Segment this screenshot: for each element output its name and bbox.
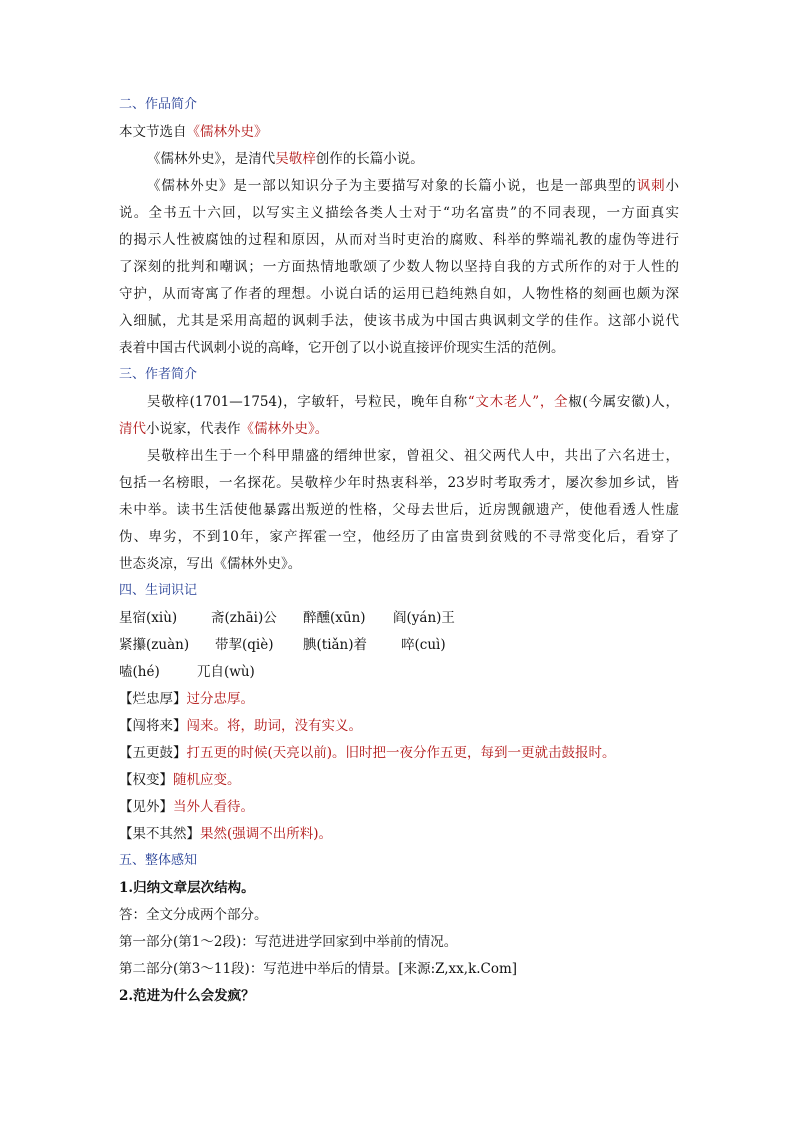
- definition-term: 【闯将来】: [119, 718, 187, 734]
- source-line: 本文节选自《儒林外史》: [119, 124, 268, 140]
- definition-term: 【见外】: [119, 799, 173, 815]
- definition-item: [119, 821, 332, 847]
- question-2: 2.范进为什么会发疯？: [119, 988, 255, 1004]
- author-p2-line-2: 包括一名榜眼，一名探花。吴敬梓少年时热衷科举，23岁时考取秀才，屡次参加乡试，皆: [119, 475, 679, 491]
- author-name: 吴敬梓: [275, 151, 316, 167]
- section-heading-overview: 五、整体感知: [119, 853, 198, 868]
- definition-text: 果然(强调不出所料)。: [200, 826, 333, 842]
- vocab-item: 带挈(qiè): [215, 637, 274, 653]
- vocab-item: 兀自(wù): [197, 664, 255, 680]
- section-heading-works: 二、作品简介: [119, 97, 198, 112]
- author-p2-line-5: 世态炎凉，写出《儒林外史》。: [119, 556, 302, 572]
- definition-term: 【烂忠厚】: [119, 691, 187, 707]
- works-p2-line-2: 说。全书五十六回，以写实主义描绘各类人士对于“功名富贵”的不同表现，一方面真实: [119, 205, 679, 221]
- works-paragraph-1: 《儒林外史》，是清代吴敬梓创作的长篇小说。: [147, 151, 424, 167]
- definition-term: 【五更鼓】: [119, 745, 187, 761]
- definition-item: [119, 686, 254, 712]
- section-heading-author: 三、作者简介: [119, 367, 198, 382]
- definition-item: [119, 740, 616, 766]
- definition-text: 过分忠厚。: [186, 691, 254, 707]
- part-1-line: 第一部分(第1～2段)：写范进进学回家到中举前的情况。: [119, 934, 458, 950]
- works-p2-line-6: 入细腻，尤其是采用高超的讽刺手法，使该书成为中国古典讽刺文学的佳作。这部小说代: [119, 313, 679, 329]
- vocab-item: 腆(tiǎn)着: [303, 637, 368, 653]
- definition-text: 当外人看待。: [173, 799, 254, 815]
- answer-1: 答：全文分成两个部分。: [119, 907, 268, 923]
- question-1: 1.归纳文章层次结构。: [119, 880, 255, 896]
- definition-item: [119, 713, 362, 739]
- vocab-item: 嗑(hé): [119, 664, 160, 680]
- vocab-item: 阎(yán)王: [393, 610, 455, 626]
- vocab-item: 紧攥(zuàn): [119, 637, 190, 653]
- definition-text: 打五更的时候(天亮以前)。旧时把一夜分作五更，每到一更就击鼓报时。: [186, 745, 616, 761]
- definition-term: 【果不其然】: [119, 826, 200, 842]
- works-p2-line-4: 了深刻的批判和嘲讽；一方面热情地歌颂了少数人物以坚持自我的方式所作的对于人性的: [119, 259, 679, 275]
- works-p2-line-5: 守护，从而寄寓了作者的理想。小说白话的运用已趋纯熟自如，人物性格的刻画也颇为深: [119, 286, 679, 302]
- section-heading-vocab: 四、生词识记: [119, 583, 198, 598]
- definition-item: [119, 794, 254, 820]
- works-p2-line-1: 《儒林外史》是一部以知识分子为主要描写对象的长篇小说，也是一部典型的讽刺小: [147, 178, 680, 194]
- author-p2-line-1: 吴敬梓出生于一个科甲鼎盛的缙绅世家，曾祖父、祖父两代人中，共出了六名进士，: [147, 448, 679, 464]
- definition-text: 闯来。将，助词，没有实义。: [186, 718, 362, 734]
- definition-item: [119, 767, 241, 793]
- vocab-item: 醉醺(xūn): [303, 610, 366, 626]
- vocab-row-1: [119, 605, 455, 631]
- book-title: 《儒林外史》: [186, 124, 268, 140]
- vocab-row-2: [119, 632, 446, 658]
- part-2-line: 第二部分(第3～11段)：写范进中举后的情景。[来源:Z,xx,k.Com]: [119, 961, 518, 977]
- definition-text: 随机应变。: [173, 772, 241, 788]
- author-p1-line-2: 清代小说家，代表作《儒林外史》。: [119, 421, 329, 437]
- vocab-item: 啐(cuì): [401, 637, 446, 653]
- definition-term: 【权变】: [119, 772, 173, 788]
- author-p2-line-3: 未中举。读书生活使他暴露出叛逆的性格，父母去世后，近房觊觎遗产，使他看透人性虚: [119, 502, 679, 518]
- author-p1-line-1: 吴敬梓(1701—1754)，字敏轩，号粒民，晚年自称“文木老人”，全椒(今属安徽)人，: [147, 394, 679, 410]
- vocab-row-3: [119, 659, 255, 685]
- author-p2-line-4: 伪、卑劣，不到10年，家产挥霍一空，他经历了由富贵到贫贱的不寻常变化后，看穿了: [119, 529, 679, 545]
- vocab-item: 斋(zhāi)公: [211, 610, 277, 626]
- works-p2-line-7: 表着中国古代讽刺小说的高峰，它开创了以小说直接评价现实生活的范例。: [119, 340, 565, 356]
- works-p2-line-3: 的揭示人性被腐蚀的过程和原因，从而对当时吏治的腐败、科举的弊端礼教的虚伪等进行: [119, 232, 679, 248]
- vocab-item: 星宿(xiù): [119, 610, 178, 626]
